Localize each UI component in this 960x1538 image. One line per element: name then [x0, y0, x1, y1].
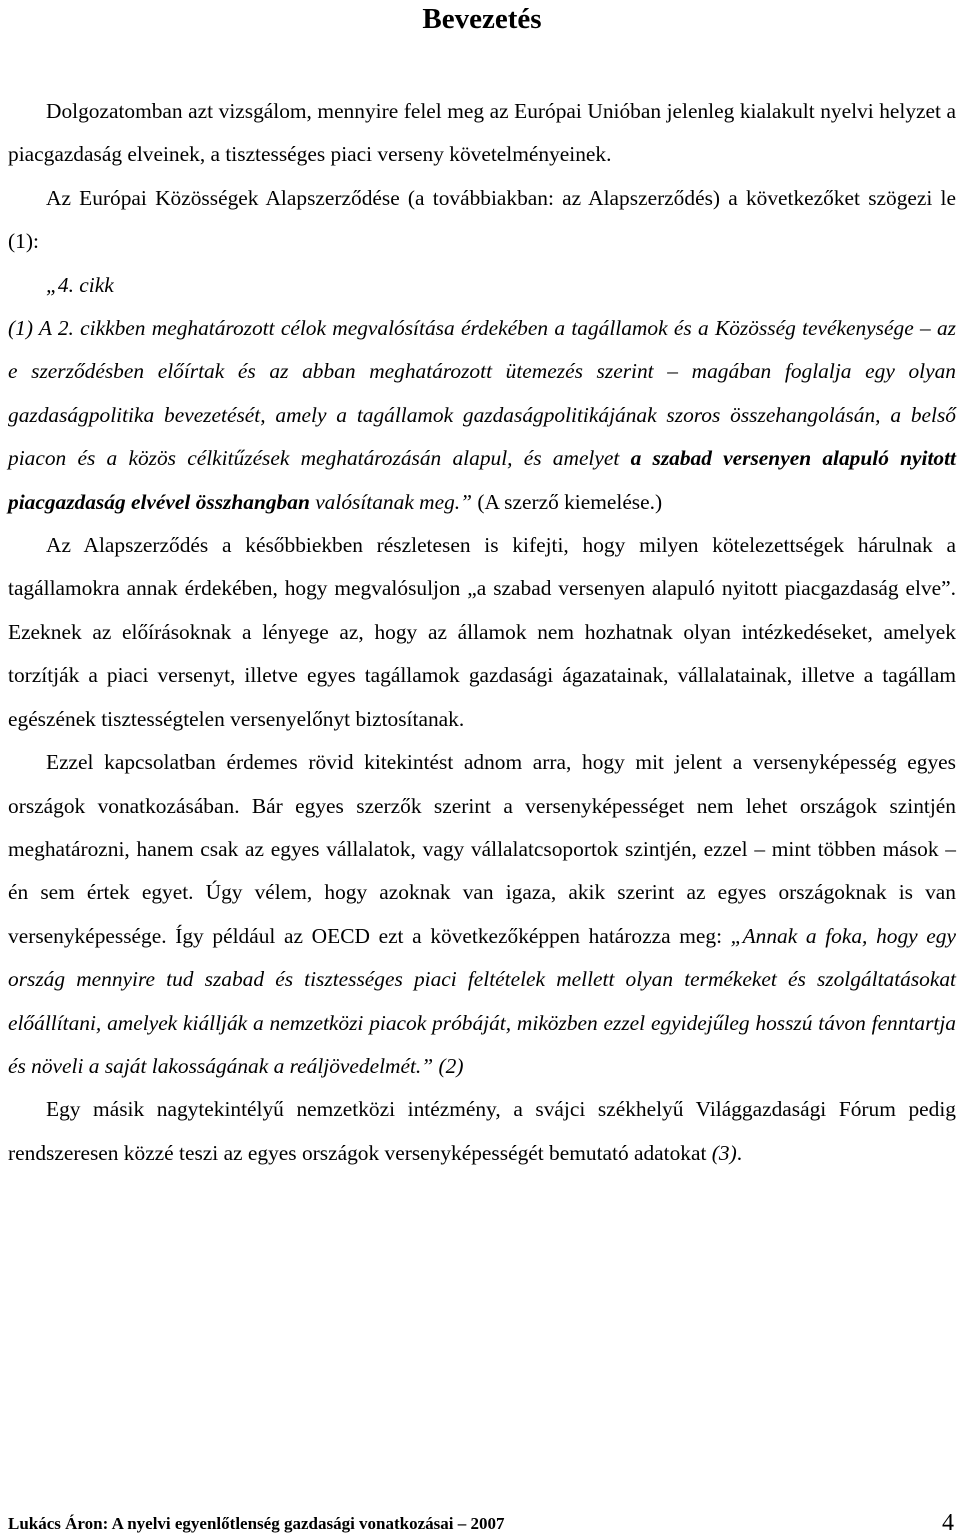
quote-emphasis: a szabad versenyen alapuló nyitott piacgazdaság elvével összhangban	[8, 446, 956, 514]
paragraph-wef	[8, 1088, 956, 1175]
page-title: Bevezetés	[422, 3, 542, 35]
paragraph-obligations: Az Alapszerződés a későbbiekben részletesen is kifejti, hogy milyen kötelezettségek hárulnak a tagállamokra annak érdekében, hogy megvalósuljon „a szabad versenyen alapuló nyitott piacgazdaság elve”. Ezeknek az előírásoknak a lényege az, hogy az államok nem hozhatnak olyan intézkedéseket, amelyek torzítják a piaci versenyt, illetve egyes tagállamok gazdasági ágazatainak, vállalatainak, illetve a tagállam egészének tisztességtelen versenyelőnyt biztosítanak.	[8, 533, 956, 731]
oecd-quote: „Annak a foka, hogy egy ország mennyire tud szabad és tisztességes piaci feltételek mellett olyan termékeket és szolgáltatásokat előállítani, amelyek kiállják a nemzetközi piacok próbáját, miközben ezzel egyidejűleg hosszú távon fenntartja és növeli a saját lakosságának a reáljövedelmét.” (2)	[8, 923, 956, 1078]
author-note: (A szerző kiemelése.)	[472, 489, 663, 514]
page-footer	[8, 1512, 956, 1538]
document-body	[8, 90, 956, 1175]
quote-heading: „4. cikk	[46, 272, 114, 297]
wef-text: Egy másik nagytekintélyű nemzetközi intézmény, a svájci székhelyű Világgazdasági Fórum pedig rendszeresen közzé teszi az egyes országok versenyképességét bemutató adatokat	[8, 1097, 956, 1165]
quote-article	[8, 307, 956, 524]
quote-text: (1) A 2. cikkben meghatározott célok megvalósítása érdekében a tagállamok és a Közösség tevékenysége – az e szerződésben előírtak és az abban meghatározott ütemezés szerint – magában foglalja egy olyan gazdaságpolitika bevezetését, amely a tagállamok gazdaságpolitikájának szoros összehangolásán, a belső piacon és a közös célkitűzések meghatározásán alapul, és amelyet	[8, 316, 956, 471]
wef-end: .	[736, 1140, 743, 1165]
quote-text-end: valósítanak meg.”	[309, 489, 473, 514]
document-page	[8, 0, 956, 1536]
competitiveness-text: Ezzel kapcsolatban érdemes rövid kitekintést adnom arra, hogy mit jelent a versenyképesség egyes országok vonatkozásában. Bár egyes szerzők szerint a versenyképességet nem lehet országok szintjén meghatározni, hanem csak az egyes vállalatok, vagy vállalatcsoportok szintjén, ezzel – mint többen mások – én sem értek egyet. Úgy vélem, hogy azoknak van igaza, akik szerint az egyes országoknak is van versenyképessége. Így például az OECD ezt a következőképpen határozza meg:	[8, 750, 956, 948]
reference-3: (3)	[711, 1140, 737, 1165]
page-number: 4	[942, 1510, 954, 1536]
footer-author-title: Lukács Áron: A nyelvi egyenlőtlenség gazdasági vonatkozásai – 2007	[8, 1514, 505, 1533]
paragraph-treaty: Az Európai Közösségek Alapszerződése (a továbbiakban: az Alapszerződés) a következőket szögezi le (1):	[8, 185, 956, 254]
paragraph-competitiveness	[8, 741, 956, 1088]
paragraph-intro: Dolgozatomban azt vizsgálom, mennyire felel meg az Európai Unióban jelenleg kialakult nyelvi helyzet a piacgazdaság elveinek, a tisztességes piaci verseny követelményeinek.	[8, 99, 956, 167]
